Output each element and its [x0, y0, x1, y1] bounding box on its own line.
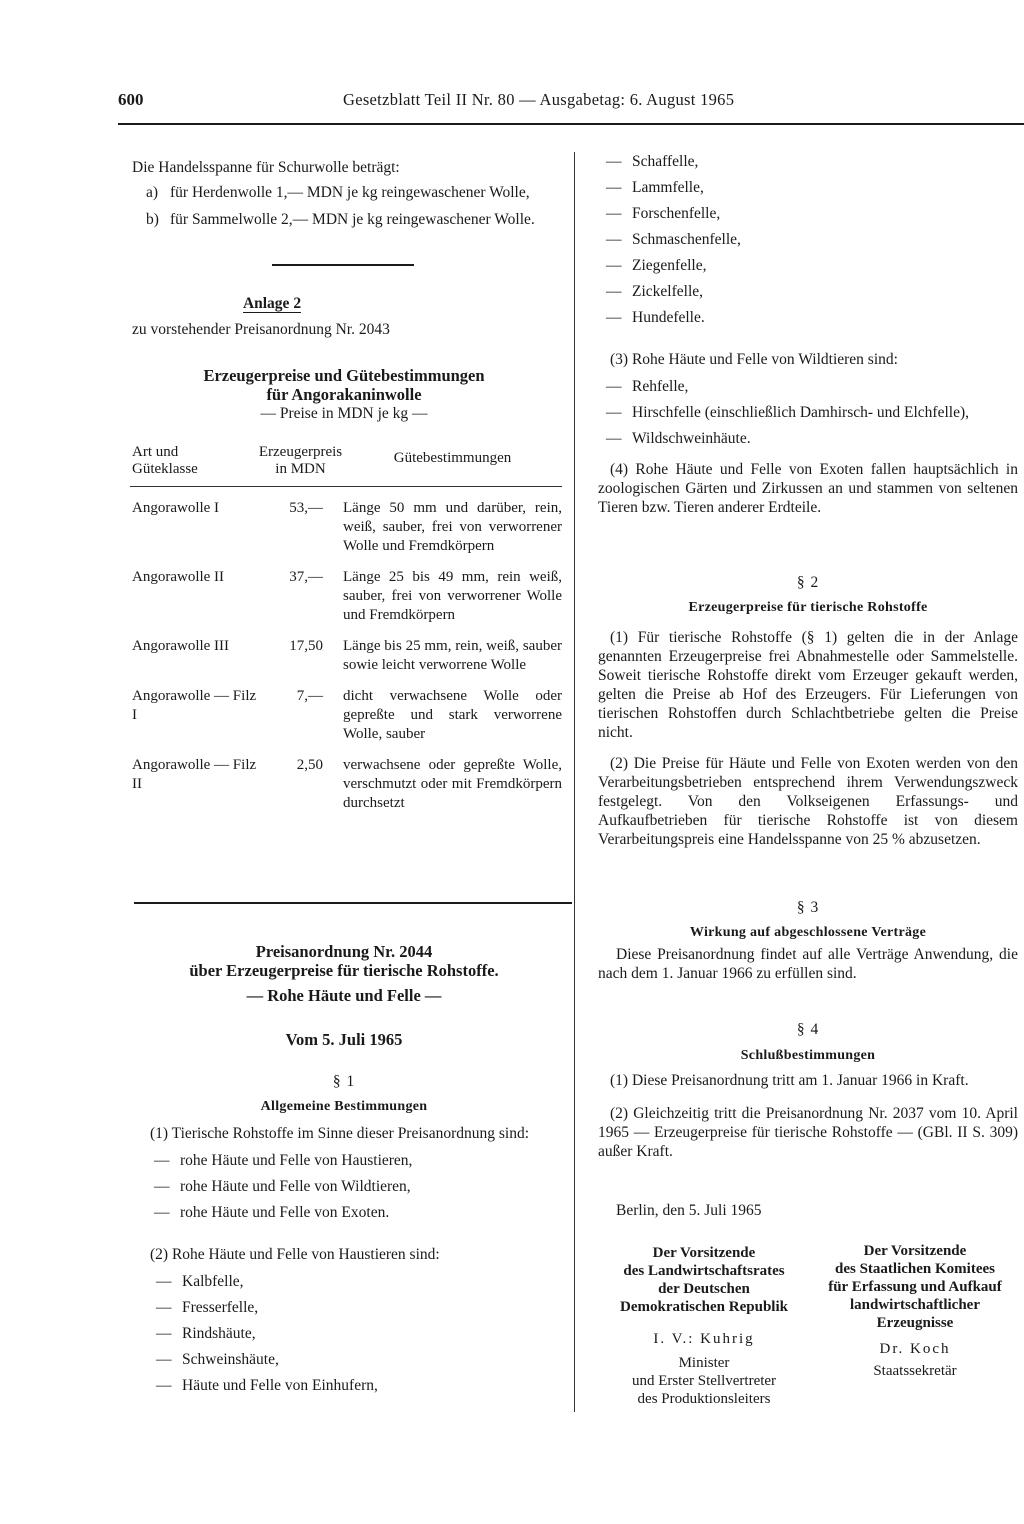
paragraph: (1) Für tierische Rohstoffe (§ 1) gelten die in der Anlage genannten Erzeugerpreise frei Abnahmestelle oder Sammelstelle. Soweit tierische Rohstoffe direkt vom Erzeuger gekauft werden, gelten die Preise ab Hof des Erzeugers. Für Lieferungen von tierischen Rohstoffen durch Schlachtbetriebe gelten die Preise nicht.: [598, 629, 1018, 741]
list-item: — Rindshäute,: [156, 1325, 256, 1342]
table-subtitle: — Preise in MDN je kg —: [260, 405, 428, 422]
list-item: — rohe Häute und Felle von Exoten.: [154, 1204, 390, 1221]
list-item: — Hundefelle.: [606, 309, 705, 326]
page-number: 600: [118, 90, 144, 109]
section-mark-4: § 4: [796, 1021, 820, 1038]
paragraph: (4) Rohe Häute und Felle von Exoten fallen hauptsächlich in zoologischen Gärten und Zirkussen an und stammen von seltenen Tieren bzw. Tieren anderer Erdteile.: [598, 461, 1018, 516]
order-date: Vom 5. Juli 1965: [285, 1030, 403, 1049]
dash-list: [598, 377, 1018, 448]
order-title: Preisanordnung Nr. 2044 über Erzeugerpreise für tierische Rohstoffe. — Rohe Häute und Felle —: [189, 942, 499, 1005]
annex-title: Anlage 2: [242, 295, 302, 312]
paragraph: Diese Preisanordnung findet auf alle Verträge Anwendung, die nach dem 1. Januar 1966 zu erfüllen sind.: [598, 946, 1018, 982]
dash-list: [606, 152, 1016, 334]
running-title: Gesetzblatt Teil II Nr. 80 — Ausgabetag: 6. August 1965: [343, 90, 735, 109]
signatory-name: I. V.: Kuhrig: [653, 1331, 755, 1347]
section-1-body: [136, 1124, 560, 1402]
paragraph: (3) Rohe Häute und Felle von Wildtieren sind:: [610, 351, 898, 368]
page-header: [118, 90, 1018, 118]
list-item: — Rehfelle,: [606, 378, 689, 395]
list-item: — Häute und Felle von Einhufern,: [156, 1377, 378, 1394]
list-item: — Kalbfelle,: [156, 1273, 244, 1290]
section-mark-1: § 1: [332, 1073, 356, 1090]
list-item: — Ziegenfelle,: [606, 257, 707, 274]
column-header-price: Erzeugerpreis in MDN: [258, 444, 343, 487]
list-item: — Hirschfelle (einschließlich Damhirsch- und Elchfelle),: [606, 404, 969, 421]
section-title-3: Wirkung auf abgeschlossene Verträge: [689, 925, 927, 940]
list-item: — Forschenfelle,: [606, 205, 721, 222]
list-item: — Schweinshäute,: [156, 1351, 279, 1368]
section-rule: [134, 902, 572, 904]
section-mark-3: § 3: [796, 899, 820, 916]
wool-margin-list: [132, 183, 556, 229]
annex-reference: zu vorstehender Preisanordnung Nr. 2043: [132, 321, 390, 338]
column-header-type: Art und Güteklasse: [130, 444, 258, 487]
paragraph: (2) Die Preise für Häute und Felle von Exoten werden von den Verarbeitungsbetrieben entsprechend ihrem Verwendungszweck festgelegt. Von den Volkseigenen Erfassungs- und Aufkaufbetrieben für tierische Rohstoffe ist von diesem Verarbeitungspreis eine Handelsspanne von 25 % abzusetzen.: [598, 755, 1018, 848]
table-header-row: [130, 444, 562, 487]
list-item: — Lammfelle,: [606, 179, 704, 196]
paragraph: (1) Tierische Rohstoffe im Sinne dieser Preisanordnung sind:: [150, 1125, 530, 1142]
paragraph: (2) Rohe Häute und Felle von Haustieren sind:: [150, 1246, 440, 1263]
paragraph: (2) Gleichzeitig tritt die Preisanordnung Nr. 2037 vom 10. April 1965 — Erzeugerpreise für tierische Rohstoffe — (GBl. II S. 309) außer Kraft.: [598, 1105, 1018, 1160]
header-rule: [118, 123, 1024, 125]
price-table: [130, 444, 562, 813]
signature-block-right: Der Vorsitzende des Staatlichen Komitees für Erfassung und Aufkauf landwirtschaftlicher Erzeugnisse Dr. Koch Staatssekretär: [812, 1242, 1018, 1380]
list-item: — Wildschweinhäute.: [606, 430, 751, 447]
wool-margin-intro: Die Handelsspanne für Schurwolle beträgt:: [132, 159, 400, 176]
list-item: — Zickelfelle,: [606, 283, 703, 300]
signature-block-left: Der Vorsitzende des Landwirtschaftsrates der Deutschen Demokratischen Republik I. V.: Kuhrig Minister und Erster Stellvertreter des Produktionsleiters: [600, 1244, 808, 1408]
list-item: — Schaffelle,: [606, 153, 699, 170]
list-item: b) für Sammelwolle 2,— MDN je kg reingewaschener Wolle.: [146, 211, 535, 228]
table-row: Angorawolle II 37,— Länge 25 bis 49 mm, rein weiß, sauber, frei von verworrener Wolle und Fremdkörpern: [132, 569, 562, 623]
signatory-name: Dr. Koch: [879, 1341, 951, 1357]
table-row: Angorawolle — Filz II 2,50 verwachsene oder gepreßte Wolle, verschmutzt oder mit Fremdkörpern durchsetzt: [132, 757, 562, 811]
right-column-top: [606, 152, 1016, 334]
left-column-top: [132, 158, 556, 237]
section-rule: [272, 264, 414, 266]
section-title-2: Erzeugerpreise für tierische Rohstoffe: [688, 600, 928, 615]
table-title: Erzeugerpreise und Gütebestimmungen für Angorakaninwolle: [203, 366, 485, 404]
list-item: — Schmaschenfelle,: [606, 231, 741, 248]
section-3-body: [598, 945, 1018, 983]
table-row: Angorawolle I 53,— Länge 50 mm und darüber, rein, weiß, sauber, frei von verworrener Wolle und Fremdkörpern: [132, 500, 562, 554]
dash-list: [136, 1272, 560, 1402]
section-title-4: Schlußbestimmungen: [740, 1048, 876, 1063]
section-4-body: [598, 1071, 1018, 1161]
paragraph: (1) Diese Preisanordnung tritt am 1. Januar 1966 in Kraft.: [610, 1072, 969, 1089]
column-divider: [574, 152, 575, 1412]
place-and-date: Berlin, den 5. Juli 1965: [616, 1202, 762, 1219]
dash-list: [136, 1151, 560, 1229]
section-mark-2: § 2: [796, 574, 820, 591]
column-header-quality: Gütebestimmungen: [343, 444, 562, 487]
list-item: — Fresserfelle,: [156, 1299, 259, 1316]
right-column-wild: [598, 350, 1018, 517]
list-item: a) für Herdenwolle 1,— MDN je kg reingewaschener Wolle,: [146, 184, 530, 201]
section-2-body: [598, 628, 1018, 849]
list-item: — rohe Häute und Felle von Haustieren,: [154, 1152, 413, 1169]
table-row: Angorawolle — Filz I 7,— dicht verwachsene Wolle oder gepreßte und stark verworrene Wolle, sauber: [132, 688, 562, 742]
table-row: Angorawolle III 17,50 Länge bis 25 mm, rein, weiß, sauber sowie leicht verworrene Wolle: [132, 638, 562, 673]
section-title-1: Allgemeine Bestimmungen: [260, 1099, 428, 1114]
list-item: — rohe Häute und Felle von Wildtieren,: [154, 1178, 411, 1195]
